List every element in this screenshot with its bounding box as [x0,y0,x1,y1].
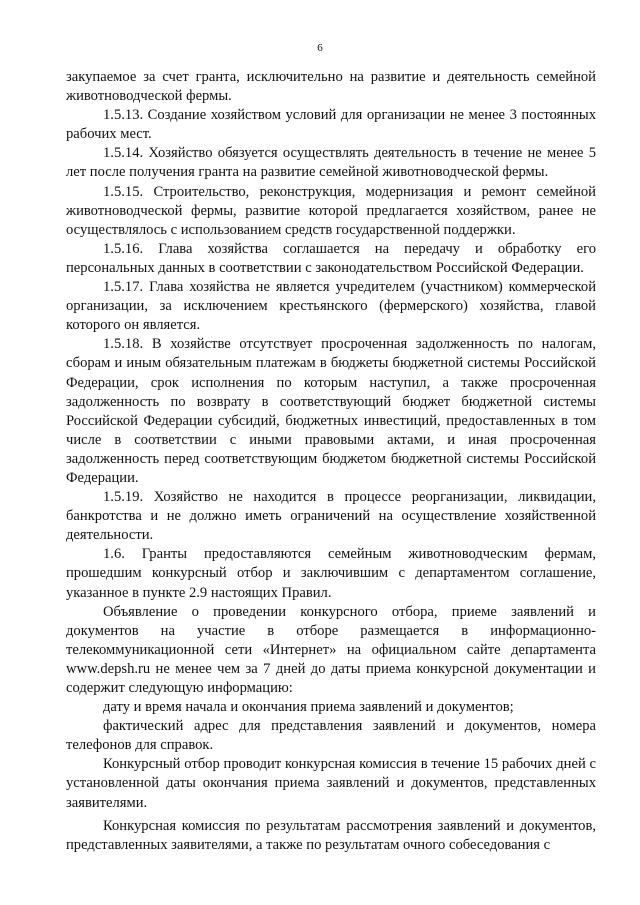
paragraph-list-item-dates: дату и время начала и окончания приема заявлений и документов; [103,699,514,716]
paragraph-1-5-19: 1.5.19. Хозяйство не находится в процессе реорганизации, ликвидации, банкротства и не должно иметь ограничений на осуществление хозяйственной деятельности. [66,489,596,544]
paragraph-commission-term: Конкурсный отбор проводит конкурсная комиссия в течение 15 рабочих дней с установленной даты окончания приема заявлений и документов, представленных заявителями. [66,756,596,811]
paragraph-1-5-18: 1.5.18. В хозяйстве отсутствует просроченная задолженность по налогам, сборам и иным обязательным платежам в бюджеты бюджетной системы Российской Федерации, срок исполнения по которым наступил, а также просроченная задолженность по возврату в соответствующий бюджет бюджетной системы Российской Федерации субсидий, бюджетных инвестиций, предоставленных в том числе в соответствии с иными правовыми актами, и иная просроченная задолженность перед соответствующим бюджетом бюджетной системы Российской Федерации. [66,336,596,486]
paragraph-1-5-14: 1.5.14. Хозяйство обязуется осуществлять деятельность в течение не менее 5 лет после получения гранта на развитие семейной животноводческой фермы. [66,145,596,181]
document-body [66,68,596,855]
paragraph-1-5-13: 1.5.13. Создание хозяйством условий для организации не менее 3 постоянных рабочих мест. [66,107,596,143]
paragraph-announcement: Объявление о проведении конкурсного отбора, приеме заявлений и документов на участие в отборе размещается в информационно-телекоммуникационной сети «Интернет» на официальном сайте департамента www.depsh.ru не менее чем за 7 дней до даты приема конкурсной документации и содержит следующую информацию: [66,603,596,696]
paragraph-commission-results: Конкурсная комиссия по результатам рассмотрения заявлений и документов, представленных заявителями, а также по результатам очного собеседования с [66,817,596,853]
paragraph-continuation: закупаемое за счет гранта, исключительно на развитие и деятельность семейной животноводческой фермы. [66,69,596,105]
paragraph-1-5-15: 1.5.15. Строительство, реконструкция, модернизация и ремонт семейной животноводческой фермы, развитие которой предлагается хозяйством, ранее не осуществлялось с использованием средств государственной поддержки. [66,183,596,238]
paragraph-list-item-address: фактический адрес для представления заявлений и документов, номера телефонов для справок. [66,718,596,754]
page-number: 6 [317,42,323,54]
paragraph-1-6: 1.6. Гранты предоставляются семейным животноводческим фермам, прошедшим конкурсный отбор и заключившим с департаментом соглашение, указанное в пункте 2.9 настоящих Правил. [66,546,596,601]
paragraph-1-5-17: 1.5.17. Глава хозяйства не является учредителем (участником) коммерческой организации, за исключением крестьянского (фермерского) хозяйства, главой которого он является. [66,279,596,334]
paragraph-1-5-16: 1.5.16. Глава хозяйства соглашается на передачу и обработку его персональных данных в соответствии с законодательством Российской Федерации. [66,240,596,276]
